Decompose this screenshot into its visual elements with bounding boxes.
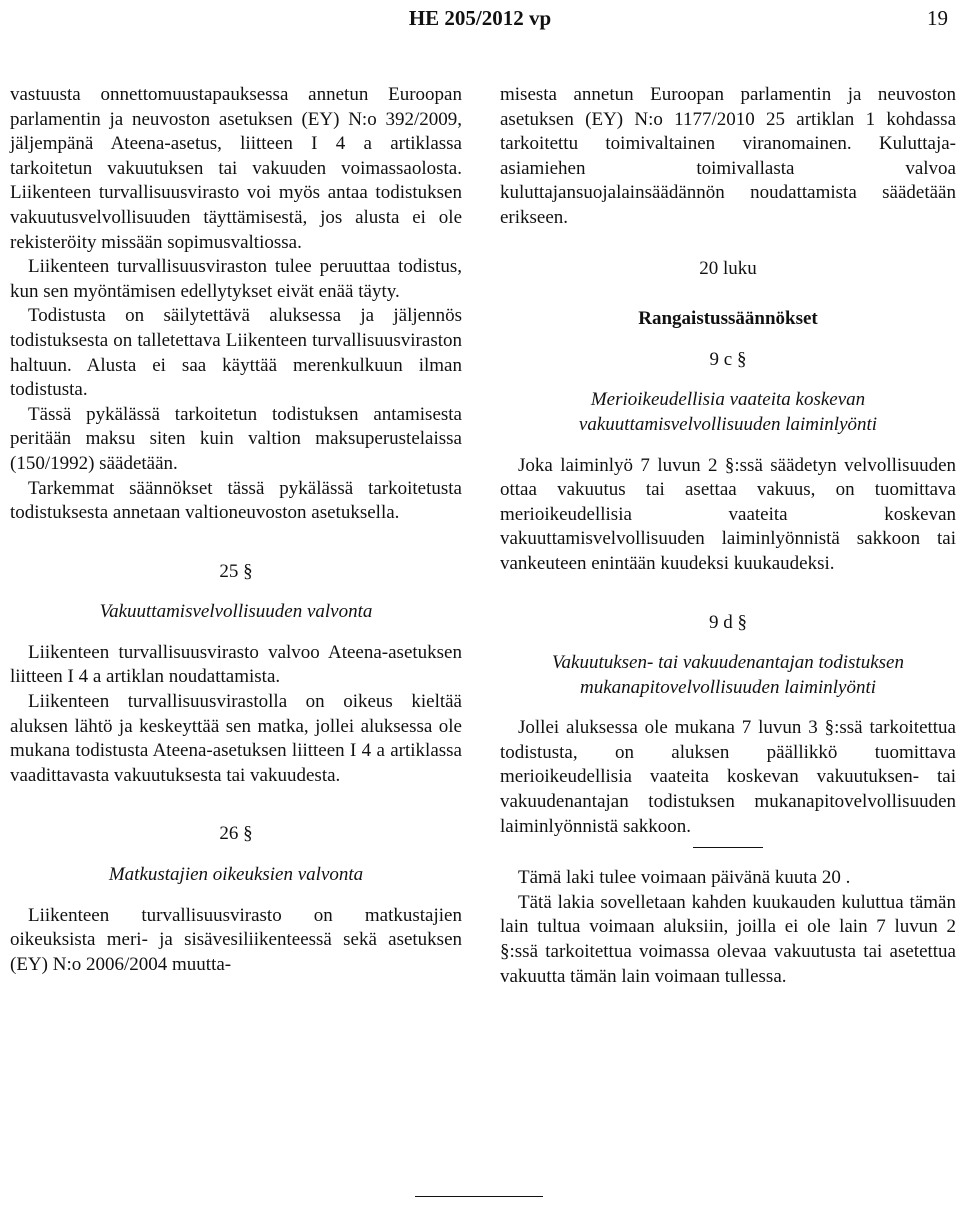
left-column [10, 83, 462, 977]
paragraph: Jollei aluksessa ole mukana 7 luvun 3 §:ssä tarkoitettua todistusta, on aluksen päällikkö tuomittava merioikeudellisia vaateita koskevan vakuutuksen- tai vakuudenantajan todistuksen mukanapitovelvollisuuden laiminlyönnistä sakkoon. [500, 717, 956, 837]
paragraph: Tarkemmat säännökset tässä pykälässä tarkoitetusta todistuksesta annetaan valtioneuvoston asetuksella. [10, 477, 462, 524]
section-9c-title: Merioikeudellisia vaateita koskevan vakuuttamisvelvollisuuden laiminlyönti [578, 389, 878, 435]
separator-rule [693, 847, 763, 848]
section-9d-title: Vakuutuksen- tai vakuudenantajan todistuksen mukanapitovelvollisuuden laiminlyönti [552, 652, 904, 698]
paragraph: Liikenteen turvallisuusvirasto on matkustajien oikeuksista meri- ja sisävesiliikenteessä sekä asetuksen (EY) N:o 2006/2004 muutta- [10, 904, 462, 975]
section-26-title: Matkustajien oikeuksien valvonta [108, 864, 364, 886]
paragraph: Todistusta on säilytettävä aluksessa ja jäljennös todistuksesta on talletettava Liikenteen turvallisuusviraston haltuun. Alusta ei saa käyttää merenkulkuun ilman todistusta. [10, 305, 462, 401]
page-header [0, 6, 960, 32]
chapter-title: Rangaistussäännökset [638, 308, 818, 330]
paragraph-continued: vastuusta onnettomuustapauksessa annetun Euroopan parlamentin ja neuvoston asetuksen (EY) N:o 392/2009, jäljempänä Ateena-asetus, liitteen I 4 a artiklassa tarkoitetun vakuutuksen tai vakuuden voimassaolosta. Liikenteen turvallisuusvirasto voi myös antaa todistuksen vakuutusvelvollisuuden täyttämisestä, jos alusta ei ole rekisteröity missään sopimusvaltiossa. [10, 84, 462, 253]
chapter-number: 20 luku [699, 257, 757, 279]
paragraph: Joka laiminlyö 7 luvun 2 §:ssä säädetyn velvollisuuden ottaa vakuutus tai asettaa vakuus, on tuomittava merioikeudellisia vaateita koskevan vakuuttamisvelvollisuuden laiminlyönnistä sakkoon tai vankeuteen enintään kuudeksi kuukaudeksi. [500, 454, 956, 574]
page-number: 19 [927, 6, 948, 30]
footer-rule [415, 1196, 543, 1197]
entry-into-force-paragraph: Tämä laki tulee voimaan päivänä kuuta 20 . [518, 867, 851, 889]
document-id: HE 205/2012 vp [408, 6, 552, 30]
paragraph: Tätä lakia sovelletaan kahden kuukauden kuluttua tämän lain tultua voimaan aluksiin, joilla ei ole lain 7 luvun 2 §:ssä tarkoitettua voimassa olevaa vakuutusta tai asetettua vakuutta tämän lain voimaan tullessa. [500, 891, 956, 987]
section-25-number: 25 § [219, 560, 253, 582]
paragraph: Liikenteen turvallisuusvirasto valvoo Ateena-asetuksen liitteen I 4 a artiklan noudattamista. [10, 641, 462, 688]
right-column [500, 83, 956, 989]
section-26-number: 26 § [219, 823, 253, 845]
paragraph-continued: misesta annetun Euroopan parlamentin ja neuvoston asetuksen (EY) N:o 1177/2010 25 artiklan 1 kohdassa tarkoitettu toimivaltainen viranomainen. Kuluttaja-asiamiehen toimivallasta valvoa kuluttajansuojalainsäädännön noudattamista säädetään erikseen. [500, 84, 956, 228]
paragraph: Liikenteen turvallisuusvirastolla on oikeus kieltää aluksen lähtö ja keskeyttää sen matka, jollei aluksessa ole mukana todistusta Ateena-asetuksen liitteen I 4 a artiklassa vaadittavasta vakuutuksesta tai vakuudesta. [10, 691, 462, 786]
section-25-title: Vakuuttamisvelvollisuuden valvonta [99, 601, 373, 623]
paragraph: Liikenteen turvallisuusviraston tulee peruuttaa todistus, kun sen myöntämisen edellytykset eivät enää täyty. [10, 256, 462, 302]
section-9c-number: 9 c § [709, 348, 747, 370]
paragraph: Tässä pykälässä tarkoitetun todistuksen antamisesta peritään maksu siten kuin valtion maksuperustelaissa (150/1992) säädetään. [10, 403, 462, 474]
section-9d-number: 9 d § [709, 611, 747, 633]
